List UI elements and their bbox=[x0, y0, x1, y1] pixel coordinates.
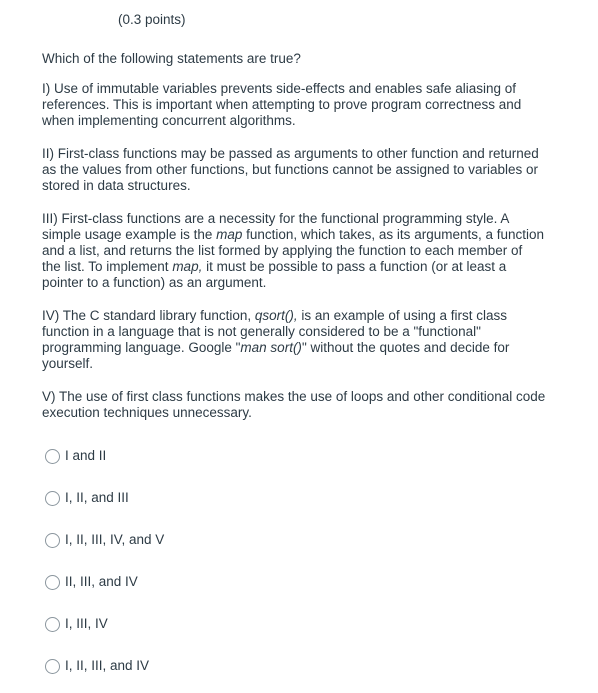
answer-option-5[interactable] bbox=[45, 613, 108, 635]
statement-line: function in a language that is not generally considered to be a "functional" bbox=[42, 324, 481, 339]
radio-button[interactable] bbox=[45, 659, 60, 674]
statement-line: simple usage example is the map function, which takes, as its arguments, a function bbox=[42, 227, 545, 242]
answer-option-2[interactable] bbox=[45, 487, 129, 509]
answer-option-label: I, II, III, IV, and V bbox=[65, 532, 165, 547]
statement-line: as the values from other functions, but functions cannot be assigned to variables or bbox=[42, 162, 539, 177]
radio-button[interactable] bbox=[45, 533, 60, 548]
statement-iv bbox=[42, 308, 578, 372]
emphasized-term: map, bbox=[172, 259, 203, 274]
statement-ii bbox=[42, 146, 578, 194]
answer-option-label: II, III, and IV bbox=[65, 574, 138, 589]
statement-iii bbox=[42, 211, 578, 291]
emphasized-term: man sort() bbox=[240, 340, 302, 355]
statement-line: the list. To implement map, it must be possible to pass a function (or at least a bbox=[42, 259, 507, 274]
statement-i bbox=[42, 81, 578, 129]
answer-option-label: I and II bbox=[65, 448, 107, 463]
answer-option-label: I, II, III, and IV bbox=[65, 658, 150, 673]
statement-line: yourself. bbox=[42, 356, 94, 371]
statement-line: IV) The C standard library function, qsort(), is an example of using a first class bbox=[42, 308, 507, 323]
radio-button[interactable] bbox=[45, 491, 60, 506]
statement-line: programming language. Google "man sort()" without the quotes and decide for bbox=[42, 340, 510, 355]
statement-line: when implementing concurrent algorithms. bbox=[42, 113, 296, 128]
answer-option-6[interactable] bbox=[45, 655, 149, 677]
question-prompt: Which of the following statements are true? bbox=[42, 51, 301, 66]
statement-line: references. This is important when attempting to prove program correctness and bbox=[42, 97, 522, 112]
emphasized-term: qsort(), bbox=[254, 308, 298, 323]
answer-option-label: I, II, and III bbox=[65, 490, 129, 505]
statement-line: I) Use of immutable variables prevents side-effects and enables safe aliasing of bbox=[42, 81, 517, 96]
radio-button[interactable] bbox=[45, 617, 60, 632]
statement-line: pointer to a function) as an argument. bbox=[42, 275, 267, 290]
statement-line: V) The use of first class functions makes the use of loops and other conditional code bbox=[42, 389, 546, 404]
statement-v bbox=[42, 389, 578, 421]
answer-option-3[interactable] bbox=[45, 529, 164, 551]
answer-option-1[interactable] bbox=[45, 445, 106, 467]
statement-line: and a list, and returns the list formed by applying the function to each member of bbox=[42, 243, 523, 258]
question-points: (0.3 points) bbox=[118, 12, 186, 27]
statement-line: III) First-class functions are a necessity for the functional programming style. A bbox=[42, 211, 510, 226]
radio-button[interactable] bbox=[45, 449, 60, 464]
statement-line: execution techniques unnecessary. bbox=[42, 405, 252, 420]
emphasized-term: map bbox=[216, 227, 243, 242]
statement-line: II) First-class functions may be passed as arguments to other function and returned bbox=[42, 146, 539, 161]
statement-line: stored in data structures. bbox=[42, 178, 191, 193]
radio-button[interactable] bbox=[45, 575, 60, 590]
answer-option-4[interactable] bbox=[45, 571, 138, 593]
answer-option-label: I, III, IV bbox=[65, 616, 108, 631]
